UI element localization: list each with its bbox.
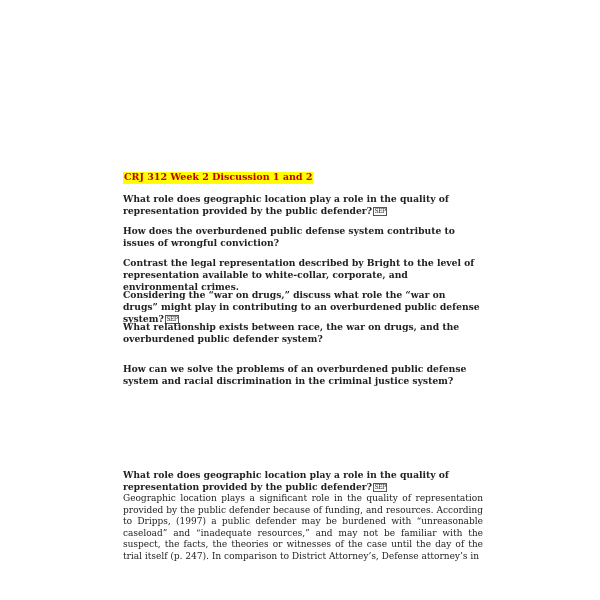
document-title: CRJ 312 Week 2 Discussion 1 and 2 [124, 172, 313, 183]
sep-symbol: SEP [374, 484, 386, 491]
answer-question: What role does geographic location play a role in the quality of representation provided by the public defender? SEP [123, 470, 449, 493]
question-6: How can we solve the problems of an overburdened public defense system and racial discrimination in the criminal justice system? [123, 364, 467, 387]
answer-section [123, 470, 483, 564]
question-4: Considering the “war on drugs,” discuss what role the “war on drugs” might play in contributing to an overburdened public defense system? SEP [123, 290, 480, 325]
question-1: What role does geographic location play a role in the quality of representation provided by the public defender? SEP [123, 194, 449, 217]
answer-text: Geographic location plays a significant role in the quality of representation provided by the public defender because of funding, and resources. According to Dripps, (1997) a public defender may be burdened with “unreasonable caseload” and “inadequate resources,” and may not be familiar with the suspect, the facts, the theories or witnesses of the case until the day of the trial itself (p. 247). In comparison to District Attorney’s, Defense attorney’s in [123, 494, 483, 562]
question-2: How does the overburdened public defense system contribute to issues of wrongful conviction? [123, 226, 455, 249]
sep-symbol: SEP [166, 316, 178, 323]
question-5: What relationship exists between race, the war on drugs, and the overburdened public defender system? [123, 322, 460, 345]
question-3: Contrast the legal representation described by Bright to the level of representation available to white-collar, corporate, and environmental crimes. [123, 258, 475, 293]
sep-symbol: SEP [374, 208, 386, 215]
